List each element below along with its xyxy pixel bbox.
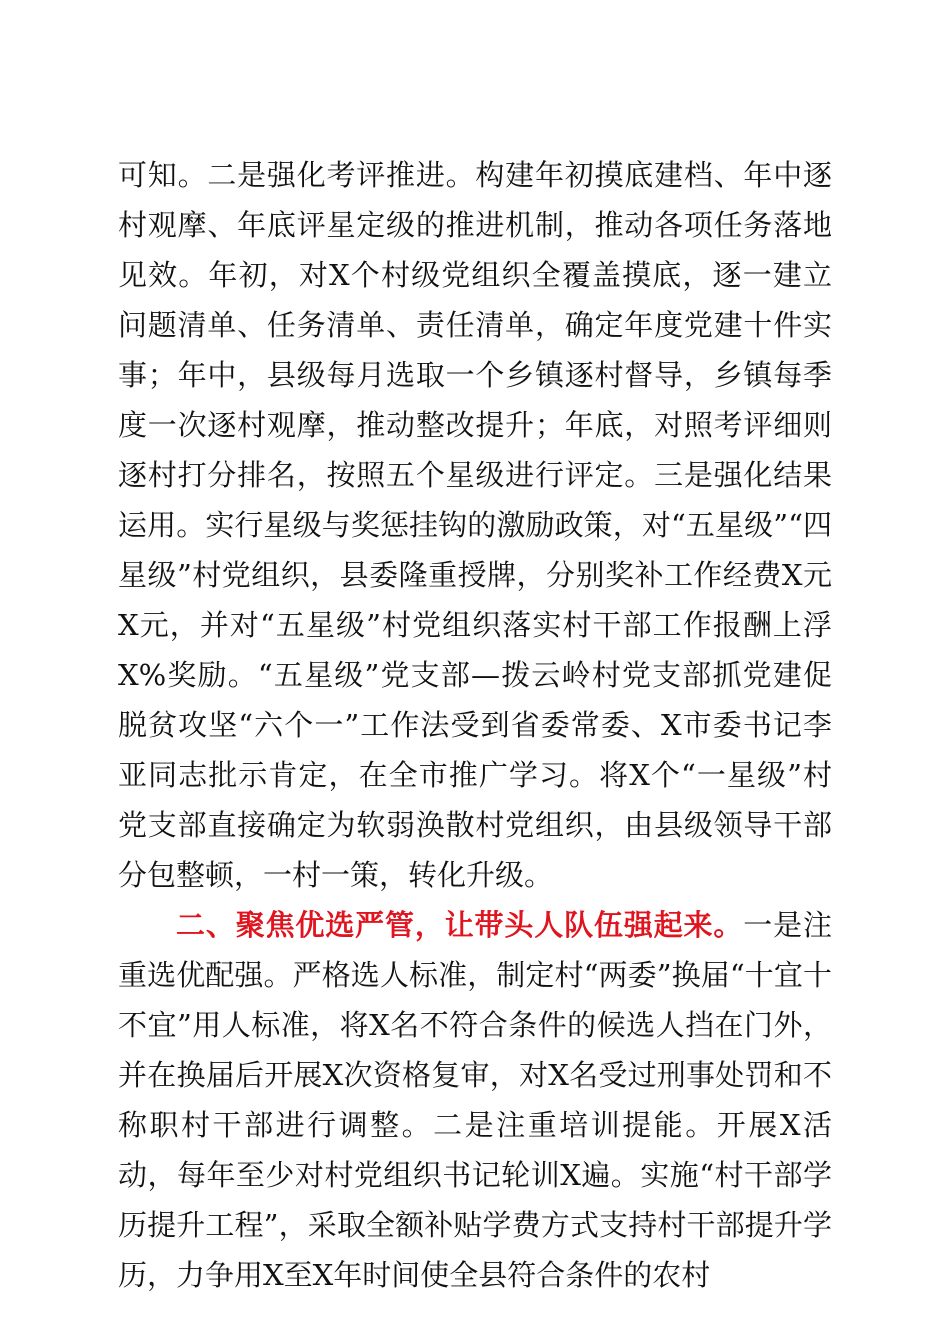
- section-heading: 二、聚焦优选严管，让带头人队伍强起来。: [176, 908, 744, 942]
- paragraph-continuation: 可知。二是强化考评推进。构建年初摸底建档、年中逐村观摩、年底评星定级的推进机制，推动各项任务落地见效。年初，对X个村级党组织全覆盖摸底，逐一建立问题清单、任务清单、责任清单，确定年度党建十件实事；年中，县级每月选取一个乡镇逐村督导，乡镇每季度一次逐村观摩，推动整改提升；年底，对照考评细则逐村打分排名，按照五个星级进行评定。三是强化结果运用。实行星级与奖惩挂钩的激励政策，对“五星级”“四星级”村党组织，县委隆重授牌，分别奖补工作经费X元X元，并对“五星级”村党组织落实村干部工作报酬上浮X%奖励。“五星级”党支部—拨云岭村党支部抓党建促脱贫攻坚“六个一”工作法受到省委常委、X市委书记李亚同志批示肯定，在全市推广学习。将X个“一星级”村党支部直接确定为软弱涣散村党组织，由县级领导干部分包整顿，一村一策，转化升级。: [118, 158, 832, 892]
- document-body: [118, 150, 832, 1300]
- paragraph-section-two: [118, 900, 832, 1300]
- section-body: 一是注重选优配强。严格选人标准，制定村“两委”换届“十宜十不宜”用人标准，将X名不符合条件的候选人挡在门外，并在换届后开展X次资格复审，对X名受过刑事处罚和不称职村干部进行调整。二是注重培训提能。开展X活动，每年至少对村党组织书记轮训X遍。实施“村干部学历提升工程”，采取全额补贴学费方式支持村干部提升学历，力争用X至X年时间使全县符合条件的农村: [118, 908, 832, 1292]
